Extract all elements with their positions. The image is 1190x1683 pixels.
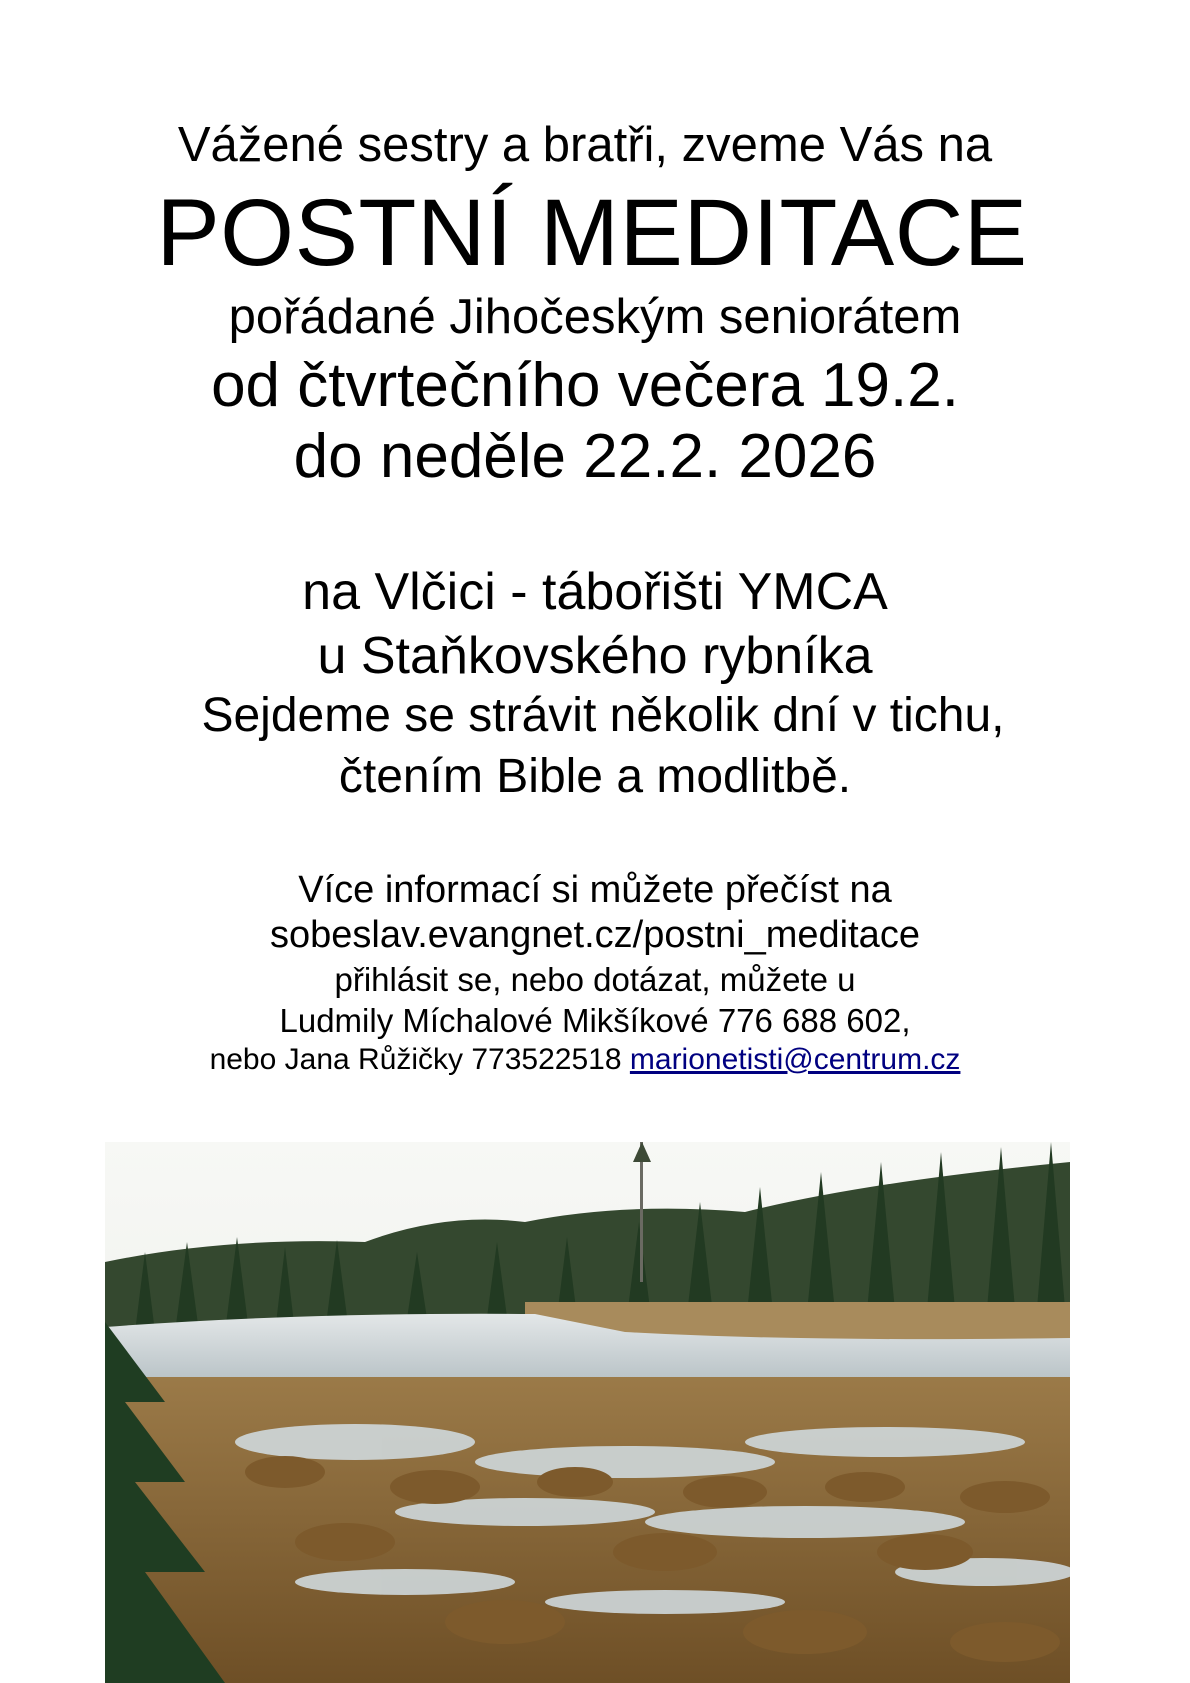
contact-person-1: Ludmily Míchalové Mikšíkové 776 688 602, — [279, 1002, 911, 1039]
date-to: do neděle 22.2. 2026 — [293, 422, 877, 491]
contact-intro: přihlásit se, nebo dotázat, můžete u — [334, 961, 856, 998]
location-line-2: u Staňkovského rybníka — [317, 627, 873, 685]
contact-person-2-line — [0, 1045, 1180, 1075]
landscape-photo — [105, 1142, 1070, 1683]
greeting: Vážené sestry a bratři, zveme Vás na — [177, 118, 993, 172]
description-line-2: čtením Bible a modlitbě. — [338, 750, 852, 803]
info-url: sobeslav.evangnet.cz/postni_meditace — [270, 914, 920, 956]
description-line-1: Sejdeme se strávit několik dní v tichu, — [201, 689, 1005, 742]
info-line: Více informací si můžete přečíst na — [298, 869, 892, 911]
contact-person-2: nebo Jana Růžičky 773522518 — [209, 1043, 622, 1076]
email-link[interactable]: marionetisti@centrum.cz — [629, 1043, 961, 1076]
location-line-1: na Vlčici - tábořišti YMCA — [302, 563, 888, 621]
page-title: POSTNÍ MEDITACE — [156, 180, 1028, 286]
date-from: od čtvrtečního večera 19.2. — [211, 351, 959, 420]
organizer: pořádané Jihočeským seniorátem — [228, 290, 962, 344]
